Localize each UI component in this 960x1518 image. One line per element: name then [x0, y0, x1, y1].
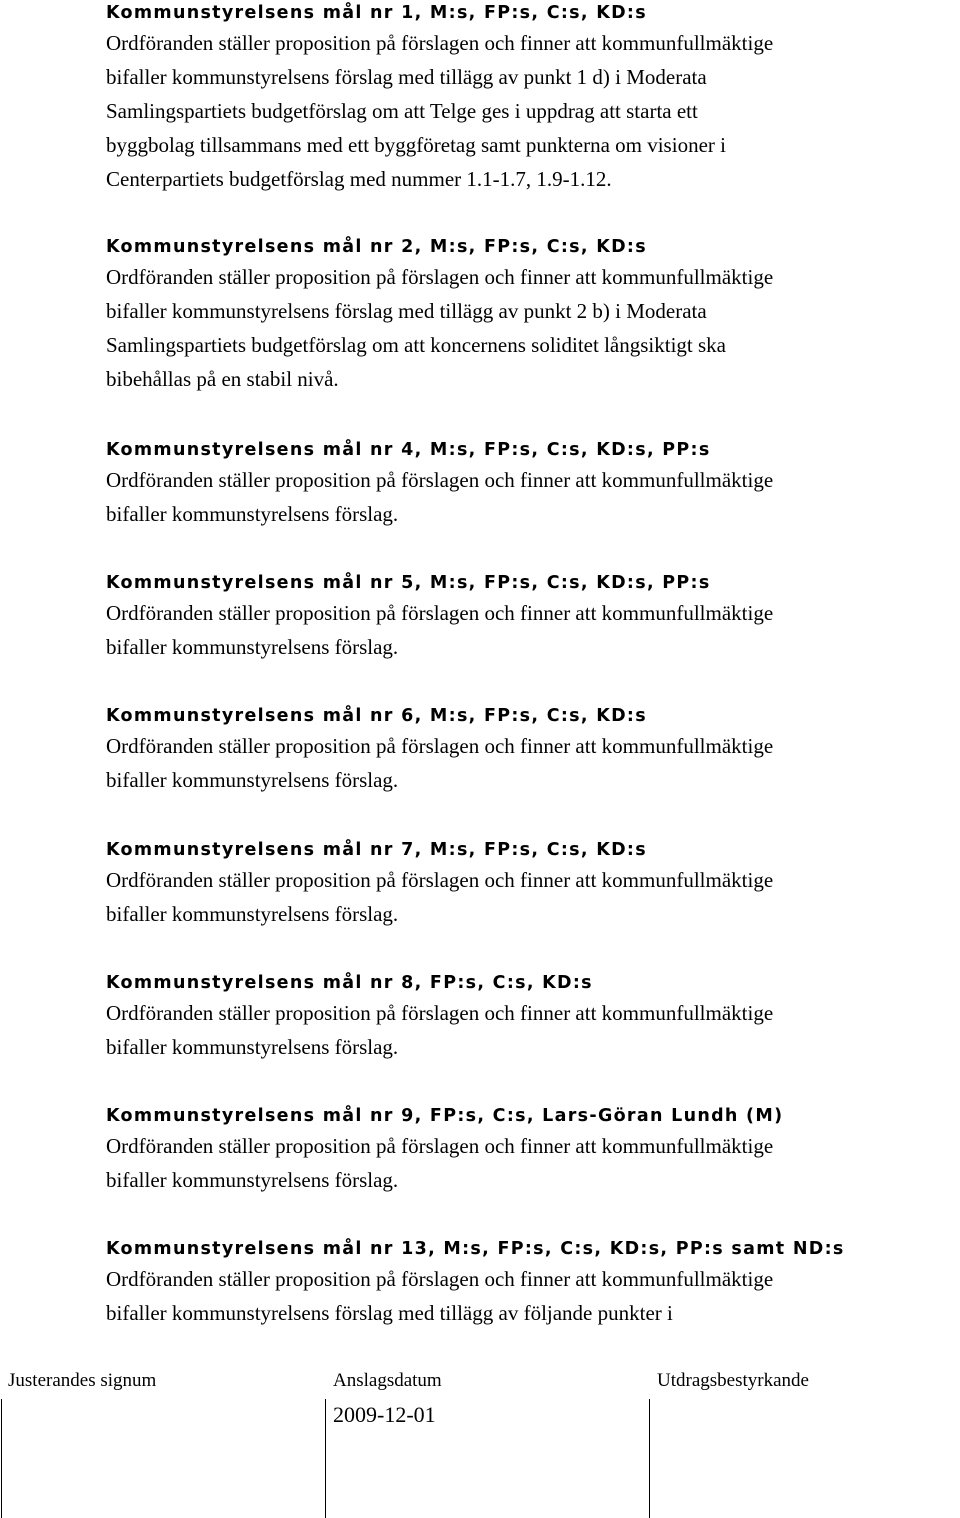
- section-mal-5: [106, 570, 773, 664]
- section-text-line: Ordföranden ställer proposition på förslagen och finner att kommunfullmäktige: [106, 868, 774, 892]
- section-mal-6: [106, 703, 773, 797]
- section-text-line: bifaller kommunstyrelsens förslag.: [106, 1168, 399, 1192]
- section-heading: Kommunstyrelsens mål nr 13, M:s, FP:s, C:s, KD:s, PP:s samt ND:s: [106, 1239, 845, 1259]
- section-heading: Kommunstyrelsens mål nr 6, M:s, FP:s, C:s, KD:s: [106, 706, 647, 726]
- section-mal-4: [106, 437, 773, 531]
- section-text-line: Ordföranden ställer proposition på förslagen och finner att kommunfullmäktige: [106, 601, 774, 625]
- section-mal-2: [106, 234, 773, 396]
- section-mal-13: [106, 1236, 845, 1330]
- section-text-line: bifaller kommunstyrelsens förslag.: [106, 1035, 399, 1059]
- justerandes-signum-label: Justerandes signum: [8, 1370, 157, 1391]
- section-text-line: bifaller kommunstyrelsens förslag.: [106, 635, 399, 659]
- section-text-line: Centerpartiets budgetförslag med nummer 1.1-1.7, 1.9-1.12.: [106, 167, 612, 191]
- section-text-line: bifaller kommunstyrelsens förslag.: [106, 502, 399, 526]
- section-mal-9: [106, 1103, 783, 1197]
- anslagsdatum-label: Anslagsdatum: [333, 1370, 442, 1391]
- section-text-line: bifaller kommunstyrelsens förslag med tillägg av punkt 2 b) i Moderata: [106, 299, 707, 323]
- section-mal-7: [106, 837, 773, 931]
- utdragsbestyrkande-label: Utdragsbestyrkande: [657, 1370, 809, 1391]
- footer-divider: [1, 1399, 2, 1518]
- anslagsdatum-value: 2009-12-01: [333, 1402, 436, 1427]
- document-footer: [0, 1365, 960, 1518]
- section-text-line: Samlingspartiets budgetförslag om att koncernens soliditet långsiktigt ska: [106, 333, 726, 357]
- section-text-line: bibehållas på en stabil nivå.: [106, 367, 339, 391]
- section-text-line: Samlingspartiets budgetförslag om att Telge ges i uppdrag att starta ett: [106, 99, 698, 123]
- section-text-line: bifaller kommunstyrelsens förslag.: [106, 768, 399, 792]
- section-text-line: Ordföranden ställer proposition på förslagen och finner att kommunfullmäktige: [106, 734, 774, 758]
- section-mal-1: [106, 0, 773, 196]
- section-text-line: Ordföranden ställer proposition på förslagen och finner att kommunfullmäktige: [106, 1267, 774, 1291]
- section-text-line: Ordföranden ställer proposition på förslagen och finner att kommunfullmäktige: [106, 468, 774, 492]
- section-text-line: bifaller kommunstyrelsens förslag med tillägg av följande punkter i: [106, 1301, 673, 1325]
- footer-divider: [325, 1399, 326, 1518]
- section-heading: Kommunstyrelsens mål nr 7, M:s, FP:s, C:s, KD:s: [106, 840, 647, 860]
- section-heading: Kommunstyrelsens mål nr 4, M:s, FP:s, C:s, KD:s, PP:s: [106, 440, 711, 460]
- section-mal-8: [106, 970, 773, 1064]
- section-text-line: bifaller kommunstyrelsens förslag.: [106, 902, 399, 926]
- section-text-line: Ordföranden ställer proposition på förslagen och finner att kommunfullmäktige: [106, 31, 774, 55]
- section-text-line: byggbolag tillsammans med ett byggföretag samt punkterna om visioner i: [106, 133, 726, 157]
- section-heading: Kommunstyrelsens mål nr 5, M:s, FP:s, C:s, KD:s, PP:s: [106, 573, 711, 593]
- section-heading: Kommunstyrelsens mål nr 8, FP:s, C:s, KD:s: [106, 973, 593, 993]
- section-text-line: Ordföranden ställer proposition på förslagen och finner att kommunfullmäktige: [106, 1134, 774, 1158]
- section-text-line: Ordföranden ställer proposition på förslagen och finner att kommunfullmäktige: [106, 265, 774, 289]
- section-heading: Kommunstyrelsens mål nr 2, M:s, FP:s, C:s, KD:s: [106, 237, 647, 257]
- section-heading: Kommunstyrelsens mål nr 9, FP:s, C:s, Lars-Göran Lundh (M): [106, 1106, 784, 1126]
- footer-divider: [649, 1399, 650, 1518]
- section-text-line: Ordföranden ställer proposition på förslagen och finner att kommunfullmäktige: [106, 1001, 774, 1025]
- section-heading: Kommunstyrelsens mål nr 1, M:s, FP:s, C:s, KD:s: [106, 3, 647, 23]
- section-text-line: bifaller kommunstyrelsens förslag med tillägg av punkt 1 d) i Moderata: [106, 65, 707, 89]
